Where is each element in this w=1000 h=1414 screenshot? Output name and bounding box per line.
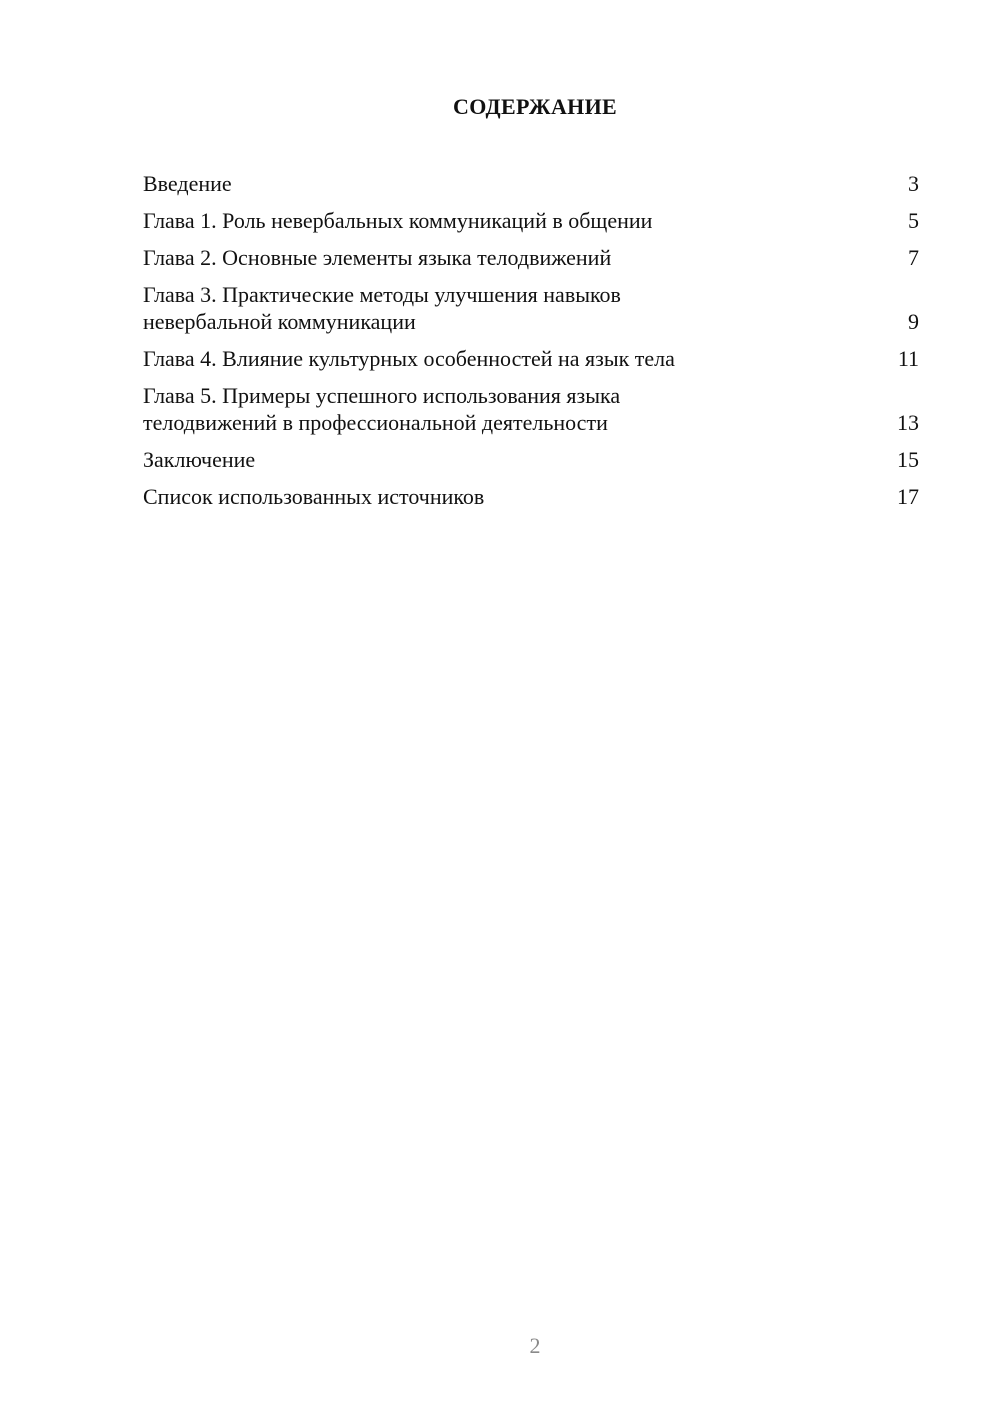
toc-entry-chapter-5[interactable] — [143, 382, 919, 436]
toc-entry-chapter-1[interactable] — [143, 207, 919, 234]
toc-entry-text — [143, 446, 879, 473]
toc-entry-introduction[interactable] — [143, 170, 919, 197]
toc-page-number: 13 — [897, 410, 919, 435]
toc-entry-line: Список использованных источников — [143, 484, 485, 509]
toc-entry-line: Глава 4. Влияние культурных особенностей на язык тела — [143, 346, 675, 371]
toc-entry-line: Заключение — [143, 447, 256, 472]
toc-entry-chapter-2[interactable] — [143, 244, 919, 271]
page-number: 2 — [529, 1333, 541, 1358]
toc-page-number: 11 — [897, 346, 919, 371]
toc-entry-chapter-4[interactable] — [143, 345, 919, 372]
toc-entry-line: Глава 3. Практические методы улучшения навыков — [143, 282, 621, 307]
toc-entry-line: невербальной коммуникации — [143, 309, 416, 334]
toc-entry-line: Глава 2. Основные элементы языка телодвижений — [143, 245, 612, 270]
toc-entry-text — [143, 207, 879, 234]
toc-entry-conclusion[interactable] — [143, 446, 919, 473]
page-title: СОДЕРЖАНИЕ — [453, 94, 617, 119]
toc-page-number: 9 — [908, 309, 919, 334]
toc-page-number: 5 — [908, 208, 919, 233]
toc-entry-chapter-3[interactable] — [143, 281, 919, 335]
toc-entry-line: Введение — [143, 171, 232, 196]
toc-entry-references[interactable] — [143, 483, 919, 510]
toc-entry-line: телодвижений в профессиональной деятельности — [143, 410, 608, 435]
toc-page-number: 3 — [908, 171, 919, 196]
toc-entry-line: Глава 1. Роль невербальных коммуникаций в общении — [143, 208, 653, 233]
toc-entry-text — [143, 483, 879, 510]
toc-page-number: 7 — [908, 245, 919, 270]
toc-page-number: 17 — [897, 484, 919, 509]
toc-entry-text — [143, 244, 879, 271]
toc-entry-text — [143, 382, 879, 436]
toc-entry-text — [143, 170, 879, 197]
toc-entry-text — [143, 281, 879, 335]
toc-entry-text — [143, 345, 879, 372]
table-of-contents — [143, 170, 919, 520]
toc-entry-line: Глава 5. Примеры успешного использования языка — [143, 383, 621, 408]
toc-page-number: 15 — [897, 447, 919, 472]
